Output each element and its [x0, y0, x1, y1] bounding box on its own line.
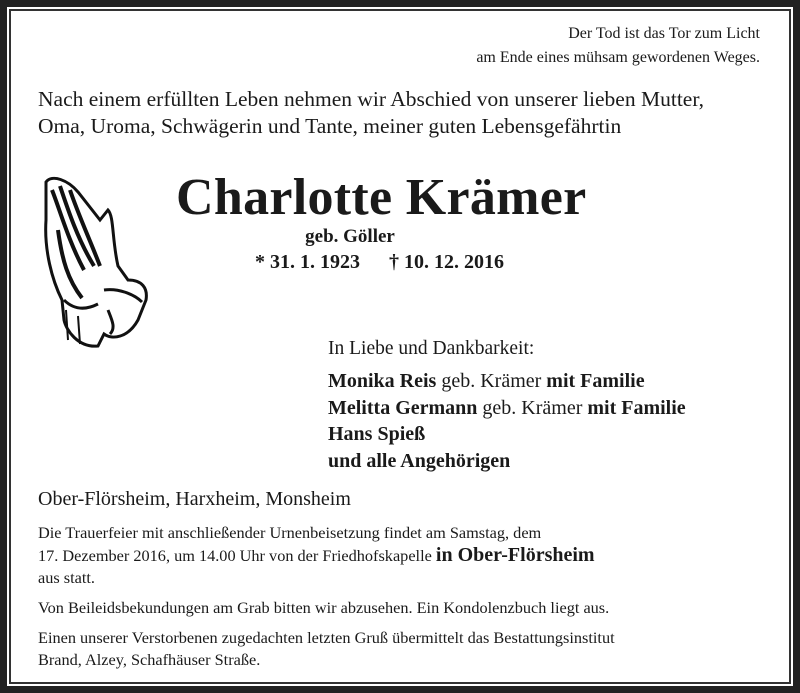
places: Ober-Flörsheim, Harxheim, Monsheim [38, 488, 351, 510]
deceased-name: Charlotte Krämer [176, 169, 587, 226]
funeral-location: in Ober-Flörsheim [435, 544, 595, 566]
funeral-info [38, 522, 595, 589]
mourner-name: Monika Reis [328, 370, 437, 392]
funeral-line: Die Trauerfeier mit anschließender Urnenbeisetzung findet am Samstag, dem [38, 523, 542, 542]
praying-hands-icon [38, 170, 150, 350]
mourner-note: geb. Krämer [436, 370, 547, 392]
intro-text [38, 86, 704, 140]
undertaker-line: Brand, Alzey, Schafhäuser Straße. [38, 650, 261, 669]
condolence-note: Von Beileidsbekundungen am Grab bitten wir abzusehen. Ein Kondolenzbuch liegt aus. [38, 598, 610, 617]
mourner-note: geb. Krämer [477, 396, 588, 419]
mourner-name: Melitta Germann [328, 396, 478, 419]
intro-line: Nach einem erfüllten Leben nehmen wir Abschied von unserer lieben Mutter, [38, 87, 705, 111]
mourner-name: Hans Spieß [328, 423, 426, 445]
mourner-family: mit Familie [587, 396, 686, 419]
mourner-name: und alle Angehörigen [328, 449, 511, 472]
intro-line: Oma, Uroma, Schwägerin und Tante, meiner guten Lebensgefährtin [38, 114, 622, 138]
undertaker-line: Einen unserer Verstorbenen zugedachten letzten Gruß übermittelt das Bestattungsinstitut [38, 628, 615, 647]
motto-line: Der Tod ist das Tor zum Licht [568, 25, 760, 42]
funeral-line [38, 544, 595, 567]
death-date: † 10. 12. 2016 [389, 251, 504, 273]
motto [476, 22, 760, 70]
mourner-line [328, 421, 686, 448]
funeral-text: 17. Dezember 2016, um 14.00 Uhr von der Friedhofskapelle [38, 546, 436, 565]
mourner-family: mit Familie [546, 370, 645, 392]
mourner-line [328, 368, 686, 395]
mourner-line [328, 448, 686, 475]
mourner-line [328, 395, 686, 422]
birth-date: * 31. 1. 1923 [255, 251, 360, 273]
mourners-heading: In Liebe und Dankbarkeit: [328, 338, 535, 359]
motto-line: am Ende eines mühsam gewordenen Weges. [476, 49, 760, 66]
life-dates [255, 251, 528, 274]
undertaker-note [38, 627, 615, 671]
mourners-list [328, 368, 686, 474]
funeral-line: aus statt. [38, 568, 95, 587]
maiden-name: geb. Göller [305, 226, 395, 247]
